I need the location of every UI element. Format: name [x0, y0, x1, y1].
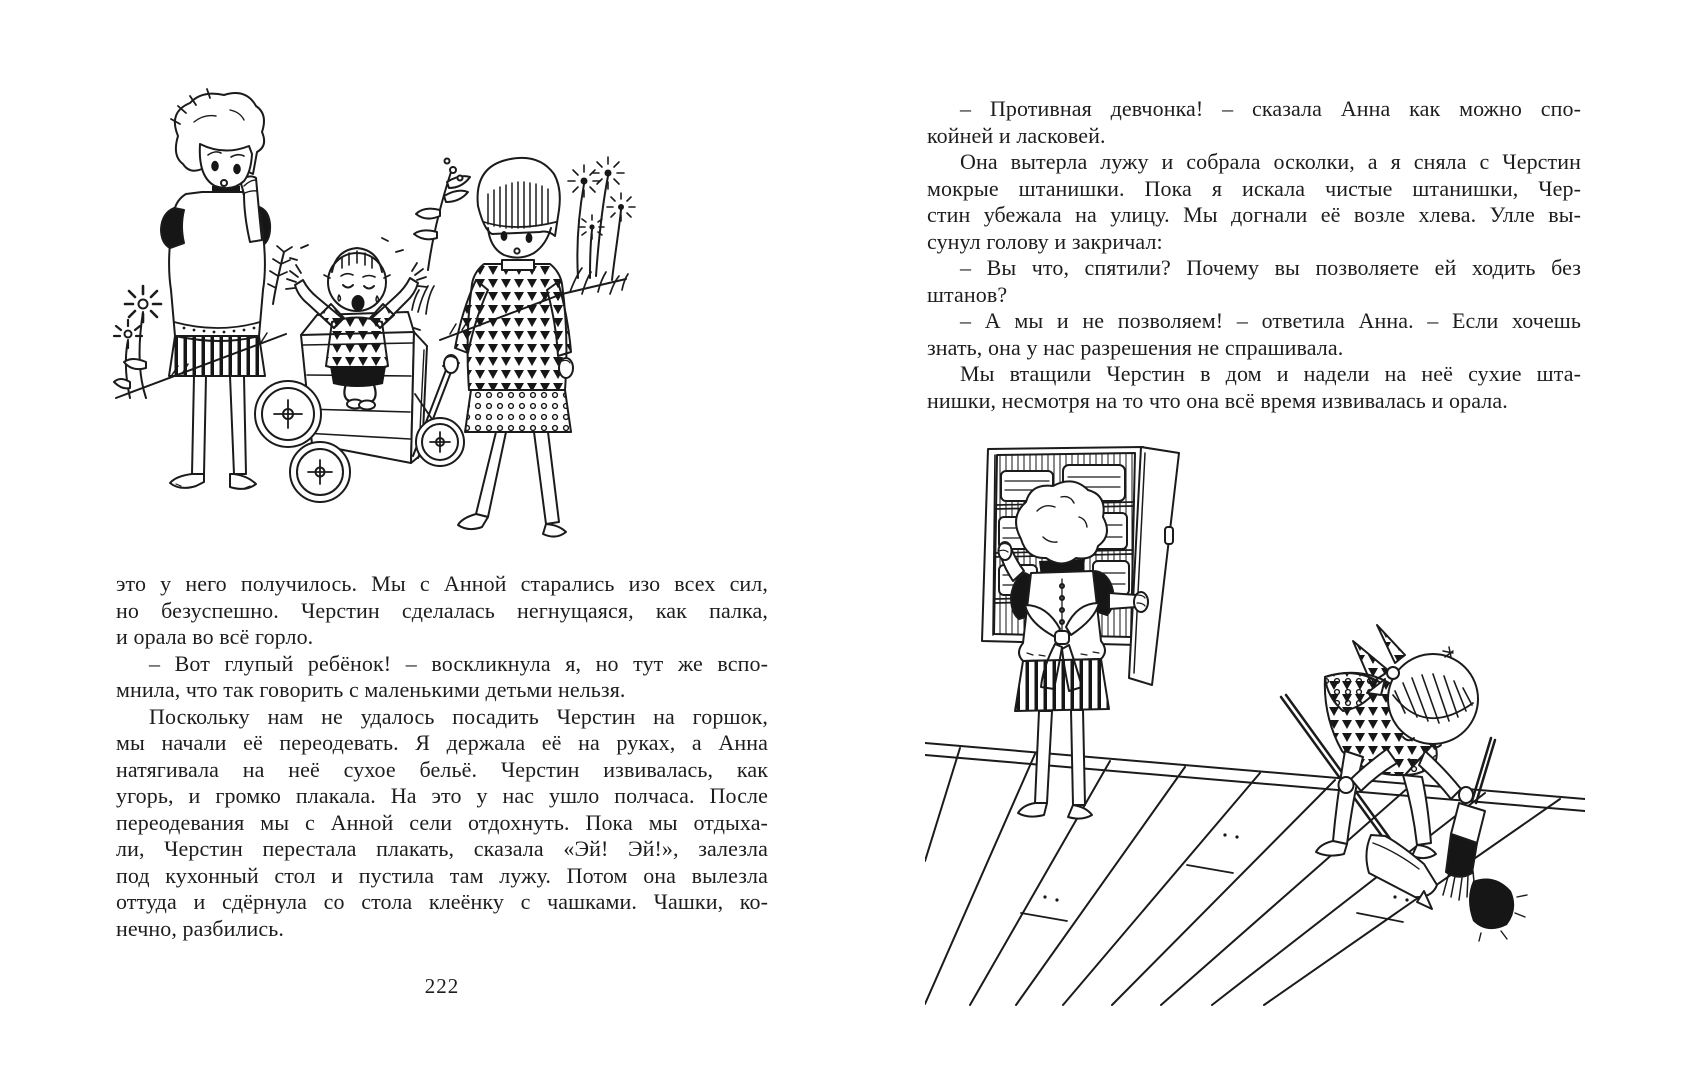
text-line: переодевания мы с Анной сели отдохнуть. Пока мы отдыха- [116, 809, 768, 835]
girl-standing-thinking [161, 89, 270, 489]
text-line: – Противная девчонка! – сказала Анна как можно спо- [960, 96, 1581, 121]
text-line: койней и ласковей. [927, 122, 1106, 148]
text-line: мокрые штанишки. Пока я искала чистые штанишки, Чер- [927, 175, 1581, 201]
text-line: мы начали её переодевать. Я держала её на руках, а Анна [116, 730, 768, 755]
grass-spike [268, 246, 292, 304]
page-left-text [116, 571, 768, 942]
page-right-text [927, 96, 1581, 414]
text-line: но безуспешно. Черстин сделалась негнущаяся, как палка, [116, 597, 768, 623]
plant-sprig [412, 159, 470, 315]
text-line: знать, она у нас разрешения не спрашивала. [927, 334, 1344, 360]
dandelions [568, 157, 635, 294]
text-line: Она вытерла лужу и собрала осколки, а я сняла с Черстин [960, 149, 1581, 174]
text-line: под кухонный стол и пустила там лужу. Потом она вылезла [116, 862, 768, 888]
text-line: и орала во всё горло. [116, 624, 314, 649]
illustration-cupboard-and-sweeping [925, 445, 1585, 1015]
text-line: стин убежала на улицу. Мы догнали её возле хлева. Улле вы- [927, 202, 1581, 227]
text-line: мнила, что так говорить с маленькими детьми нельзя. [116, 677, 626, 702]
text-line: нечно, разбились. [116, 915, 284, 941]
text-line: – Вы что, спятили? Почему вы позволяете ей ходить без [960, 255, 1581, 280]
text-line: штанов? [927, 281, 1008, 307]
text-line: угорь, и громко плакала. На это у нас ушло полчаса. После [116, 783, 768, 808]
text-line: сунул голову и закричал: [927, 228, 1163, 254]
text-line: Поскольку нам не удалось посадить Черстин на горшок, [149, 703, 768, 729]
page-number: 222 [424, 974, 460, 998]
text-line: это у него получилось. Мы с Анной старались изо всех сил, [116, 571, 768, 596]
text-line: натягивала на неё сухое бельё. Черстин извивалась, как [116, 756, 768, 782]
text-line: ли, Черстин перестала плакать, сказала «Эй! Эй!», залезла [116, 836, 768, 861]
flowers-left [114, 286, 161, 398]
illustration-children-with-wagon [110, 82, 765, 547]
text-line: – А мы и не позволяем! – ответила Анна. – Если хочешь [960, 308, 1581, 333]
text-line: – Вот глупый ребёнок! – воскликнула я, но тут же вспо- [149, 650, 768, 676]
girl-pulling-wagon [444, 158, 573, 537]
text-line: нишки, несмотря на то что она всё время извивалась и орала. [927, 387, 1508, 413]
text-line: оттуда и сдёрнула со стола клеёнку с чашками. Чашки, ко- [116, 889, 768, 914]
text-line: Мы втащили Черстин в дом и надели на неё сухие шта- [960, 361, 1581, 386]
